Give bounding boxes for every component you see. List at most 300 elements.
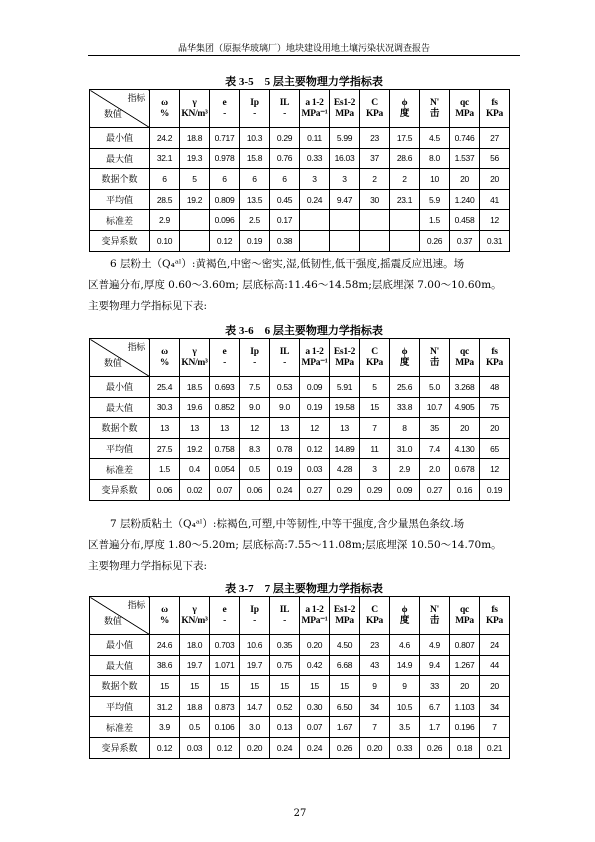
- table-cell: 0.693: [210, 377, 240, 398]
- table-cell: 0.458: [450, 210, 480, 231]
- table-cell: 9.4: [420, 655, 450, 676]
- table-cell: 5.9: [420, 189, 450, 210]
- table-cell: 11: [360, 438, 390, 459]
- table-cell: 7.5: [240, 377, 270, 398]
- column-symbol: Ip: [250, 97, 259, 108]
- column-header: [360, 597, 390, 635]
- table-row: [90, 189, 510, 210]
- table-cell: 0.12: [210, 737, 240, 758]
- table-cell: 9.0: [240, 397, 270, 418]
- table-cell: 0.196: [450, 717, 480, 738]
- column-header: [300, 90, 330, 128]
- table-cell: 4.9: [420, 635, 450, 656]
- table-cell: 4.5: [420, 128, 450, 149]
- column-header: [180, 339, 210, 377]
- table-cell: 0.11: [300, 128, 330, 149]
- column-symbol: ϕ: [401, 346, 408, 357]
- table-cell: 10.3: [240, 128, 270, 149]
- table-cell: [360, 210, 390, 231]
- table-cell: 0.18: [450, 737, 480, 758]
- table-cell: 1.071: [210, 655, 240, 676]
- table-cell: 0.26: [420, 230, 450, 251]
- column-unit: 度: [399, 357, 410, 368]
- column-header: [150, 339, 180, 377]
- column-symbol: γ: [192, 346, 197, 357]
- table-cell: 5.99: [330, 128, 360, 149]
- column-symbol: IL: [279, 604, 290, 615]
- table-cell: 20: [450, 169, 480, 190]
- table-cell: 0.12: [300, 438, 330, 459]
- table-cell: 19.7: [240, 655, 270, 676]
- column-header: [180, 597, 210, 635]
- column-header: [420, 339, 450, 377]
- table-cell: 2.5: [240, 210, 270, 231]
- table-cell: 0.52: [270, 696, 300, 717]
- table-cell: 30: [360, 189, 390, 210]
- column-symbol: C: [371, 604, 378, 615]
- table-cell: 0.38: [270, 230, 300, 251]
- table-cell: 6: [240, 169, 270, 190]
- table-caption: 表 3-5 5 层主要物理力学指标表: [225, 76, 383, 88]
- column-symbol: γ: [192, 97, 197, 108]
- row-label: 最大值: [90, 148, 150, 169]
- table-row: [90, 737, 510, 758]
- table-cell: 3: [300, 169, 330, 190]
- column-unit: KPa: [365, 357, 384, 368]
- table-cell: 0.746: [450, 128, 480, 149]
- table-cell: 3.0: [240, 717, 270, 738]
- table-cell: 16.03: [330, 148, 360, 169]
- table-cell: 0.33: [390, 737, 420, 758]
- table-cell: 0.20: [360, 737, 390, 758]
- corner-label-bottom: 数值: [104, 359, 122, 369]
- column-header: [480, 597, 510, 635]
- table-cell: 0.27: [300, 479, 330, 500]
- table-cell: 6.68: [330, 655, 360, 676]
- table-cell: 15: [210, 676, 240, 697]
- table-cell: [330, 230, 360, 251]
- table-cell: 56: [480, 148, 510, 169]
- table-cell: 0.12: [210, 230, 240, 251]
- column-unit: 击: [429, 108, 440, 119]
- table-cell: 15: [180, 676, 210, 697]
- table-cell: 12: [480, 459, 510, 480]
- table-cell: 0.703: [210, 635, 240, 656]
- table-cell: 1.5: [150, 459, 180, 480]
- table-row: [90, 479, 510, 500]
- table-cell: [300, 230, 330, 251]
- column-header: [270, 597, 300, 635]
- table-cell: 13: [270, 418, 300, 439]
- text-line: 区普遍分布,厚度 0.60～3.60m; 层底标高:11.46～14.58m;层底埋深 7.00～10.60m。: [88, 279, 502, 291]
- table-cell: 0.096: [210, 210, 240, 231]
- column-symbol: IL: [279, 346, 290, 357]
- table-cell: 30.3: [150, 397, 180, 418]
- table-cell: 0.26: [330, 737, 360, 758]
- column-symbol: IL: [279, 97, 290, 108]
- table-row: [90, 128, 510, 149]
- column-symbol: a 1-2: [305, 604, 324, 615]
- table-cell: 0.53: [270, 377, 300, 398]
- column-header: [330, 597, 360, 635]
- column-unit: -: [253, 357, 256, 368]
- column-unit: KPa: [485, 357, 504, 368]
- table-cell: 35: [420, 418, 450, 439]
- table-cell: 9: [390, 676, 420, 697]
- column-symbol: fs: [491, 97, 498, 108]
- table-cell: 4.130: [450, 438, 480, 459]
- column-header: [480, 339, 510, 377]
- table-cell: 0.09: [390, 479, 420, 500]
- table-caption: 表 3-7 7 层主要物理力学指标表: [225, 583, 383, 595]
- table-cell: 19.6: [180, 397, 210, 418]
- table-cell: 0.26: [420, 737, 450, 758]
- table-cell: 4.50: [330, 635, 360, 656]
- table-cell: 3: [360, 459, 390, 480]
- column-symbol: C: [371, 97, 378, 108]
- column-header: [210, 339, 240, 377]
- table-cell: [390, 210, 420, 231]
- column-header: [450, 597, 480, 635]
- row-label: 变异系数: [90, 737, 150, 758]
- table-cell: 0.16: [450, 479, 480, 500]
- table-row: [90, 210, 510, 231]
- table-cell: 0.4: [180, 459, 210, 480]
- column-unit: MPa: [455, 108, 474, 119]
- column-unit: MPa: [455, 357, 474, 368]
- row-label: 平均值: [90, 696, 150, 717]
- column-header: [390, 90, 420, 128]
- table-cell: 0.07: [300, 717, 330, 738]
- table-cell: 1.5: [420, 210, 450, 231]
- table-cell: 6: [210, 169, 240, 190]
- table-cell: 13: [330, 418, 360, 439]
- table-cell: 0.78: [270, 438, 300, 459]
- table-cell: 19.2: [180, 438, 210, 459]
- table-cell: 2: [360, 169, 390, 190]
- column-header: [390, 597, 420, 635]
- table-cell: 14.89: [330, 438, 360, 459]
- table-cell: 20: [480, 169, 510, 190]
- row-label: 数据个数: [90, 676, 150, 697]
- table-cell: 2.0: [420, 459, 450, 480]
- table-cell: 2: [390, 169, 420, 190]
- table-cell: 6: [270, 169, 300, 190]
- table-cell: [180, 210, 210, 231]
- table-cell: 15: [150, 676, 180, 697]
- table-cell: 0.758: [210, 438, 240, 459]
- column-symbol: Es1-2: [333, 346, 356, 357]
- column-unit: 度: [399, 108, 410, 119]
- table-row: [90, 397, 510, 418]
- column-header: [270, 339, 300, 377]
- column-unit: MPa: [335, 108, 354, 119]
- column-symbol: a 1-2: [305, 346, 324, 357]
- corner-label-top: 指标: [127, 343, 145, 353]
- column-symbol: C: [371, 346, 378, 357]
- row-label: 变异系数: [90, 479, 150, 500]
- table-cell: 5: [180, 169, 210, 190]
- table-cell: 0.24: [300, 189, 330, 210]
- page-number: 27: [293, 808, 307, 819]
- table-cell: 0.31: [480, 230, 510, 251]
- table-cell: 23: [360, 128, 390, 149]
- column-symbol: e: [222, 97, 227, 108]
- column-symbol: fs: [491, 346, 498, 357]
- column-symbol: N': [430, 604, 439, 615]
- column-symbol: N': [430, 346, 439, 357]
- table-cell: 75: [480, 397, 510, 418]
- table-cell: 15: [300, 676, 330, 697]
- property-table: [89, 89, 510, 252]
- table-cell: 4.28: [330, 459, 360, 480]
- column-header: [150, 90, 180, 128]
- column-unit: KPa: [365, 615, 384, 626]
- corner-label-bottom: 数值: [104, 617, 122, 627]
- table-cell: 6.50: [330, 696, 360, 717]
- header-corner: [90, 90, 150, 128]
- table-row: [90, 230, 510, 251]
- table-cell: 5: [360, 377, 390, 398]
- table-cell: 24.2: [150, 128, 180, 149]
- row-label: 最大值: [90, 397, 150, 418]
- table-cell: 0.717: [210, 128, 240, 149]
- column-header: [420, 90, 450, 128]
- table-cell: 0.19: [300, 397, 330, 418]
- table-cell: 37: [360, 148, 390, 169]
- table-cell: 7.4: [420, 438, 450, 459]
- table-cell: 6: [150, 169, 180, 190]
- column-symbol: a 1-2: [305, 97, 324, 108]
- column-unit: KPa: [485, 108, 504, 119]
- column-unit: KN/m³: [181, 615, 208, 626]
- column-symbol: γ: [192, 604, 197, 615]
- table-cell: [180, 230, 210, 251]
- corner-label-bottom: 数值: [104, 110, 122, 120]
- table-row: [90, 696, 510, 717]
- table-cell: [300, 210, 330, 231]
- column-unit: MPa⁻¹: [301, 108, 328, 119]
- table-row: [90, 169, 510, 190]
- table-cell: 12: [240, 418, 270, 439]
- column-header: [330, 90, 360, 128]
- table-cell: 3.268: [450, 377, 480, 398]
- table-cell: 0.75: [270, 655, 300, 676]
- table-cell: 20: [480, 676, 510, 697]
- table-cell: 65: [480, 438, 510, 459]
- table-cell: 10.5: [390, 696, 420, 717]
- table-header-row: [90, 597, 510, 635]
- table-cell: 0.873: [210, 696, 240, 717]
- table-cell: [360, 230, 390, 251]
- table-caption: 表 3-6 6 层主要物理力学指标表: [225, 325, 383, 337]
- column-header: [300, 597, 330, 635]
- table-cell: 20: [450, 676, 480, 697]
- text-line: 主要物理力学指标见下表:: [88, 560, 208, 572]
- column-unit: 击: [429, 615, 440, 626]
- table-cell: 0.5: [180, 717, 210, 738]
- table-cell: 8: [390, 418, 420, 439]
- column-unit: KN/m³: [181, 357, 208, 368]
- table-cell: 8.3: [240, 438, 270, 459]
- table-row: [90, 676, 510, 697]
- text-line: 主要物理力学指标见下表:: [88, 300, 208, 312]
- table-cell: 0.30: [300, 696, 330, 717]
- table-cell: 34: [360, 696, 390, 717]
- row-label: 数据个数: [90, 169, 150, 190]
- table-row: [90, 377, 510, 398]
- column-symbol: qc: [460, 346, 469, 357]
- table-cell: 18.5: [180, 377, 210, 398]
- column-symbol: qc: [460, 604, 469, 615]
- table-cell: 10: [420, 169, 450, 190]
- column-header: [330, 339, 360, 377]
- table-cell: 24.6: [150, 635, 180, 656]
- column-unit: KPa: [365, 108, 384, 119]
- column-unit: -: [283, 357, 286, 368]
- table-cell: 0.978: [210, 148, 240, 169]
- column-header: [150, 597, 180, 635]
- table-cell: 0.17: [270, 210, 300, 231]
- table-cell: 0.19: [480, 479, 510, 500]
- column-unit: MPa: [335, 357, 354, 368]
- header-corner: [90, 339, 150, 377]
- property-table: [89, 596, 510, 759]
- column-unit: %: [159, 108, 170, 119]
- table-cell: 1.103: [450, 696, 480, 717]
- table-cell: 4.905: [450, 397, 480, 418]
- table-cell: 19.3: [180, 148, 210, 169]
- table-cell: 0.02: [180, 479, 210, 500]
- table-cell: 33: [420, 676, 450, 697]
- column-symbol: ω: [161, 97, 168, 108]
- column-header: [360, 339, 390, 377]
- table-cell: 0.809: [210, 189, 240, 210]
- column-unit: KPa: [485, 615, 504, 626]
- header-corner: [90, 597, 150, 635]
- table-cell: 15: [240, 676, 270, 697]
- column-unit: %: [159, 357, 170, 368]
- column-symbol: ϕ: [401, 604, 408, 615]
- column-header: [390, 339, 420, 377]
- table-row: [90, 459, 510, 480]
- row-label: 最大值: [90, 655, 150, 676]
- table-cell: 0.12: [150, 737, 180, 758]
- column-unit: 度: [399, 615, 410, 626]
- text-line: 7 层粉质粘土（Q₄ᵃˡ）:棕褐色,可塑,中等韧性,中等干强度,含少量黑色条纹.场: [110, 518, 465, 530]
- table-cell: 4.6: [390, 635, 420, 656]
- column-symbol: qc: [460, 97, 469, 108]
- row-label: 标准差: [90, 210, 150, 231]
- table-cell: 0.35: [270, 635, 300, 656]
- row-label: 平均值: [90, 189, 150, 210]
- table-cell: 15: [330, 676, 360, 697]
- table-cell: 0.20: [300, 635, 330, 656]
- row-label: 最小值: [90, 128, 150, 149]
- column-unit: -: [223, 357, 226, 368]
- table-cell: 0.33: [300, 148, 330, 169]
- table-cell: 38.6: [150, 655, 180, 676]
- table-cell: 48: [480, 377, 510, 398]
- column-symbol: ϕ: [401, 97, 408, 108]
- column-header: [270, 90, 300, 128]
- column-symbol: Es1-2: [333, 604, 356, 615]
- table-cell: 25.6: [390, 377, 420, 398]
- table-cell: 1.240: [450, 189, 480, 210]
- table-cell: 10.6: [240, 635, 270, 656]
- column-header: [210, 90, 240, 128]
- row-label: 平均值: [90, 438, 150, 459]
- table-cell: 0.03: [180, 737, 210, 758]
- table-cell: 13.5: [240, 189, 270, 210]
- table-cell: 12: [480, 210, 510, 231]
- column-symbol: Es1-2: [333, 97, 356, 108]
- column-header: [420, 597, 450, 635]
- table-cell: 28.5: [150, 189, 180, 210]
- table-cell: 6.7: [420, 696, 450, 717]
- column-header: [240, 339, 270, 377]
- table-cell: 0.29: [270, 128, 300, 149]
- table-row: [90, 438, 510, 459]
- table-cell: 33.8: [390, 397, 420, 418]
- column-unit: -: [253, 615, 256, 626]
- table-cell: 0.24: [270, 737, 300, 758]
- column-header: [480, 90, 510, 128]
- table-cell: 0.807: [450, 635, 480, 656]
- column-header: [240, 90, 270, 128]
- table-cell: 7: [480, 717, 510, 738]
- table-cell: 9.0: [270, 397, 300, 418]
- table-cell: [390, 230, 420, 251]
- table-cell: 1.67: [330, 717, 360, 738]
- column-symbol: Ip: [250, 604, 259, 615]
- table-cell: 0.27: [420, 479, 450, 500]
- table-cell: 18.0: [180, 635, 210, 656]
- paragraph-layer-7: [88, 514, 522, 577]
- column-header: [360, 90, 390, 128]
- table-cell: 13: [150, 418, 180, 439]
- column-symbol: e: [222, 604, 227, 615]
- table-row: [90, 655, 510, 676]
- table-cell: 0.07: [210, 479, 240, 500]
- table-cell: 0.37: [450, 230, 480, 251]
- column-symbol: Ip: [250, 346, 259, 357]
- row-label: 最小值: [90, 635, 150, 656]
- table-cell: 18.8: [180, 128, 210, 149]
- table-cell: 0.45: [270, 189, 300, 210]
- table-cell: 1.537: [450, 148, 480, 169]
- page-header: 晶华集团（原振华玻璃厂）地块建设用地土壤污染状况调查报告: [88, 41, 520, 56]
- table-cell: 31.2: [150, 696, 180, 717]
- column-unit: MPa: [335, 615, 354, 626]
- table-cell: 7: [360, 418, 390, 439]
- table-cell: 20: [450, 418, 480, 439]
- column-header: [240, 597, 270, 635]
- table-cell: 20: [480, 418, 510, 439]
- table-cell: 17.5: [390, 128, 420, 149]
- table-cell: 41: [480, 189, 510, 210]
- row-label: 数据个数: [90, 418, 150, 439]
- table-cell: 5.0: [420, 377, 450, 398]
- table-cell: 0.29: [330, 479, 360, 500]
- column-unit: -: [283, 615, 286, 626]
- table-cell: 0.054: [210, 459, 240, 480]
- table-cell: 27.5: [150, 438, 180, 459]
- table-cell: 0.5: [240, 459, 270, 480]
- column-unit: MPa: [455, 615, 474, 626]
- table-cell: 0.03: [300, 459, 330, 480]
- property-table: [89, 338, 510, 501]
